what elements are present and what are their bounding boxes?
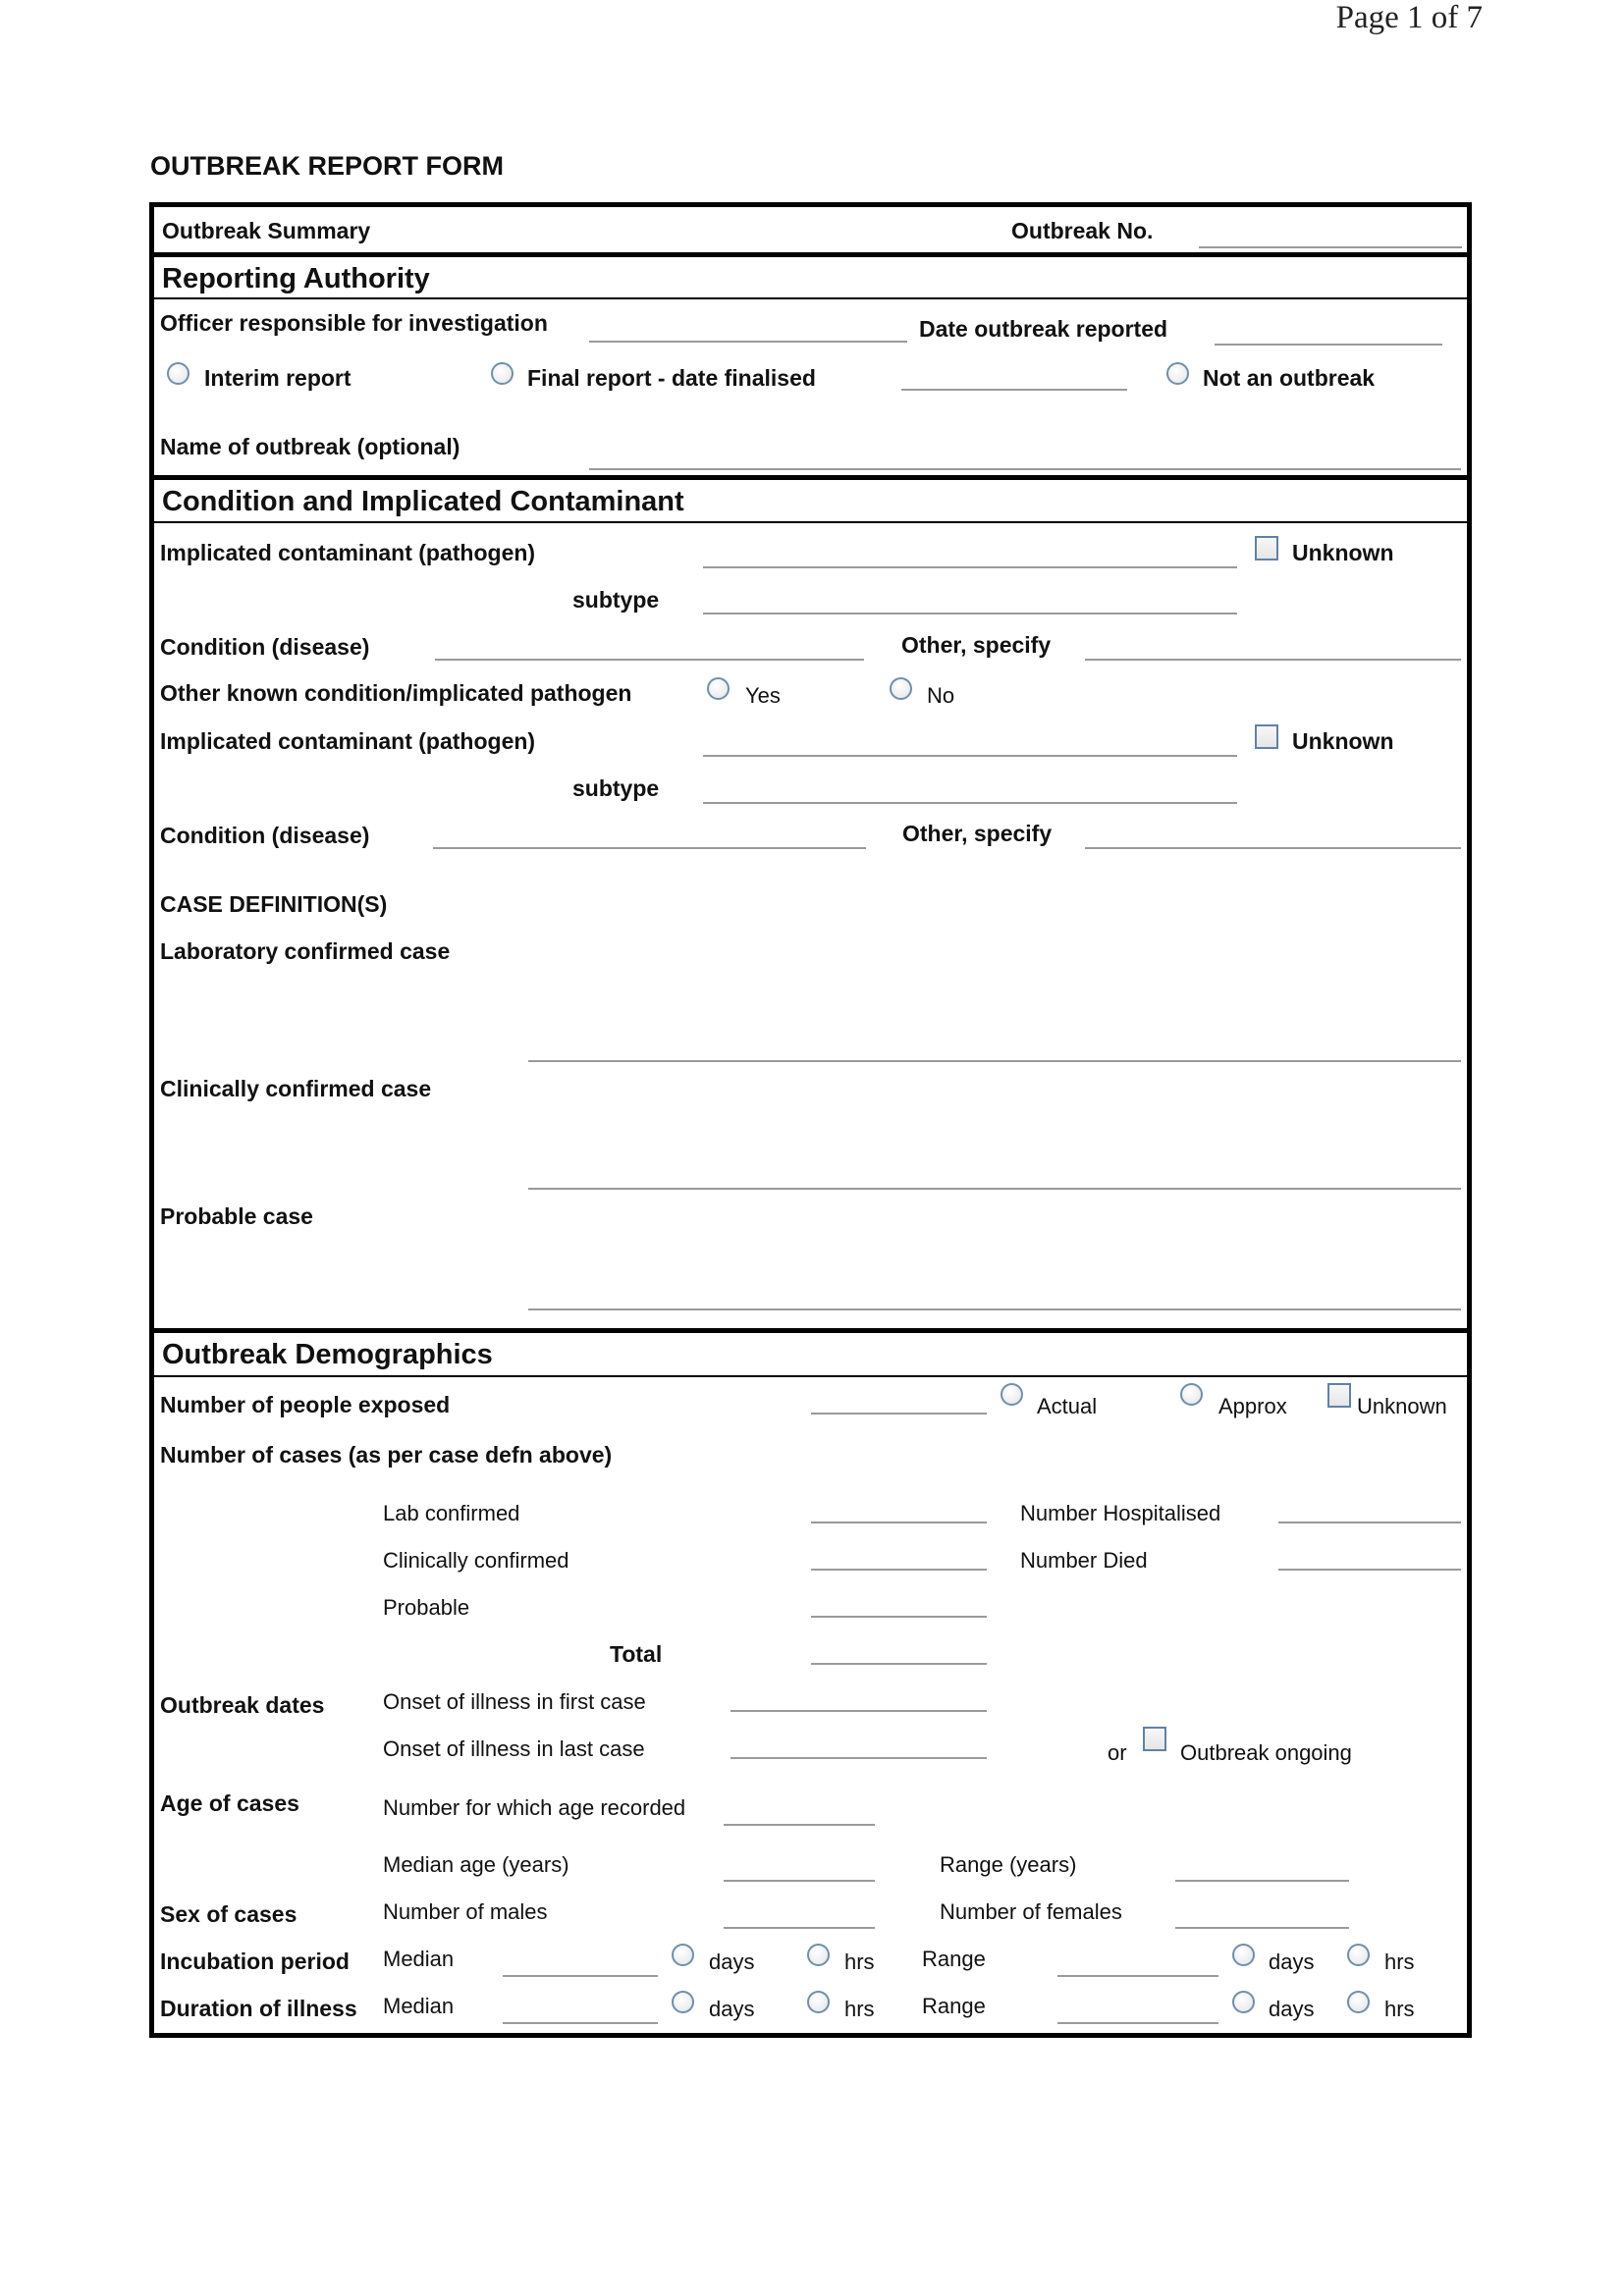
outbreak-ongoing-checkbox[interactable] bbox=[1143, 1727, 1166, 1751]
outbreak-dates-label: Outbreak dates bbox=[160, 1692, 325, 1718]
case-definition-heading: CASE DEFINITION(S) bbox=[160, 891, 388, 917]
interim-report-radio[interactable] bbox=[167, 362, 189, 385]
date-reported-label: Date outbreak reported bbox=[919, 316, 1168, 342]
implicated-contaminant-label: Implicated contaminant (pathogen) bbox=[160, 540, 536, 565]
total-label: Total bbox=[610, 1641, 663, 1667]
hrs-label: hrs bbox=[844, 1949, 875, 1974]
age-of-cases-label: Age of cases bbox=[160, 1790, 299, 1816]
hrs-label: hrs bbox=[1384, 1949, 1415, 1974]
outbreak-no-field[interactable] bbox=[1199, 246, 1462, 248]
people-exposed-field[interactable] bbox=[811, 1413, 987, 1415]
page-number: Page 1 of 7 bbox=[1335, 0, 1483, 35]
median-age-label: Median age (years) bbox=[383, 1852, 569, 1877]
duration-range-field[interactable] bbox=[1057, 2022, 1218, 2024]
other-specify-2-label: Other, specify bbox=[902, 821, 1053, 846]
days-label: days bbox=[1269, 1997, 1315, 2021]
other-known-label: Other known condition/implicated pathogen bbox=[160, 680, 632, 706]
total-field[interactable] bbox=[811, 1663, 987, 1665]
outbreak-name-field[interactable] bbox=[589, 468, 1461, 470]
sex-of-cases-label: Sex of cases bbox=[160, 1901, 298, 1927]
or-label: or bbox=[1108, 1740, 1127, 1765]
males-field[interactable] bbox=[724, 1927, 875, 1929]
implicated-contaminant-field[interactable] bbox=[703, 566, 1237, 568]
date-reported-field[interactable] bbox=[1215, 344, 1442, 346]
section-divider bbox=[149, 1375, 1472, 1377]
duration-median-days-radio[interactable] bbox=[672, 1991, 694, 2013]
other-known-no-radio[interactable] bbox=[890, 677, 912, 700]
date-finalised-field[interactable] bbox=[901, 389, 1127, 391]
outbreak-no-label: Outbreak No. bbox=[1011, 218, 1154, 243]
duration-range-days-radio[interactable] bbox=[1232, 1991, 1255, 2013]
section-divider bbox=[149, 475, 1472, 480]
outbreak-name-label: Name of outbreak (optional) bbox=[160, 434, 460, 459]
age-recorded-field[interactable] bbox=[724, 1824, 875, 1826]
incubation-range-label: Range bbox=[922, 1947, 986, 1971]
unknown-pathogen-label: Unknown bbox=[1292, 540, 1394, 565]
median-age-field[interactable] bbox=[724, 1880, 875, 1882]
unknown-pathogen-2-checkbox[interactable] bbox=[1255, 724, 1278, 749]
interim-report-label: Interim report bbox=[204, 365, 352, 391]
last-case-field[interactable] bbox=[730, 1757, 987, 1759]
exposed-unknown-checkbox[interactable] bbox=[1327, 1383, 1351, 1408]
other-specify-2-field[interactable] bbox=[1085, 847, 1461, 849]
exposed-unknown-label: Unknown bbox=[1357, 1394, 1447, 1418]
section-divider bbox=[149, 252, 1472, 257]
form-title: OUTBREAK REPORT FORM bbox=[150, 151, 504, 181]
incubation-period-label: Incubation period bbox=[160, 1949, 350, 1974]
outbreak-ongoing-label: Outbreak ongoing bbox=[1180, 1740, 1352, 1765]
section-divider bbox=[149, 1328, 1472, 1333]
males-label: Number of males bbox=[383, 1899, 548, 1924]
other-specify-field[interactable] bbox=[1085, 659, 1461, 661]
officer-label: Officer responsible for investigation bbox=[160, 310, 548, 336]
females-field[interactable] bbox=[1175, 1927, 1349, 1929]
final-report-label: Final report - date finalised bbox=[527, 365, 816, 391]
officer-field[interactable] bbox=[589, 341, 907, 343]
incubation-range-days-radio[interactable] bbox=[1232, 1944, 1255, 1966]
actual-label: Actual bbox=[1037, 1394, 1098, 1418]
probable-case-field[interactable] bbox=[528, 1308, 1461, 1310]
no-label: No bbox=[927, 683, 955, 708]
probable-field[interactable] bbox=[811, 1616, 987, 1618]
condition-disease-label: Condition (disease) bbox=[160, 634, 370, 660]
subtype-2-label: subtype bbox=[572, 775, 660, 801]
age-recorded-label: Number for which age recorded bbox=[383, 1795, 686, 1820]
hrs-label: hrs bbox=[1384, 1997, 1415, 2021]
subtype-field[interactable] bbox=[703, 613, 1237, 614]
incubation-median-days-radio[interactable] bbox=[672, 1944, 694, 1966]
died-label: Number Died bbox=[1020, 1548, 1148, 1573]
days-label: days bbox=[709, 1997, 755, 2021]
hospitalised-label: Number Hospitalised bbox=[1020, 1501, 1221, 1525]
section-divider bbox=[149, 521, 1472, 523]
section-divider bbox=[149, 297, 1472, 299]
duration-median-label: Median bbox=[383, 1994, 455, 2018]
lab-confirmed-case-label: Laboratory confirmed case bbox=[160, 938, 451, 964]
range-years-field[interactable] bbox=[1175, 1880, 1349, 1882]
clinically-confirmed-case-label: Clinically confirmed case bbox=[160, 1076, 432, 1101]
reporting-authority-heading: Reporting Authority bbox=[162, 263, 430, 294]
approx-label: Approx bbox=[1218, 1394, 1287, 1418]
days-label: days bbox=[1269, 1949, 1315, 1974]
subtype-label: subtype bbox=[572, 587, 660, 613]
incubation-median-hrs-radio[interactable] bbox=[807, 1944, 830, 1966]
number-of-cases-label: Number of cases (as per case defn above) bbox=[160, 1442, 613, 1468]
incubation-range-hrs-radio[interactable] bbox=[1347, 1944, 1370, 1966]
subtype-2-field[interactable] bbox=[703, 802, 1237, 804]
condition-heading: Condition and Implicated Contaminant bbox=[162, 486, 684, 517]
first-case-field[interactable] bbox=[730, 1710, 987, 1712]
lab-confirmed-field[interactable] bbox=[811, 1522, 987, 1523]
clinically-confirmed-field[interactable] bbox=[811, 1569, 987, 1571]
duration-median-field[interactable] bbox=[503, 2022, 658, 2024]
condition-disease-2-label: Condition (disease) bbox=[160, 823, 370, 848]
clinically-confirmed-label: Clinically confirmed bbox=[383, 1548, 569, 1573]
duration-range-label: Range bbox=[922, 1994, 986, 2018]
duration-median-hrs-radio[interactable] bbox=[807, 1991, 830, 2013]
unknown-pathogen-checkbox[interactable] bbox=[1255, 536, 1278, 561]
final-report-radio[interactable] bbox=[491, 362, 514, 385]
clinically-confirmed-case-field[interactable] bbox=[528, 1188, 1461, 1190]
incubation-range-field[interactable] bbox=[1057, 1975, 1218, 1977]
lab-confirmed-label: Lab confirmed bbox=[383, 1501, 520, 1525]
probable-case-label: Probable case bbox=[160, 1203, 313, 1229]
hrs-label: hrs bbox=[844, 1997, 875, 2021]
incubation-median-label: Median bbox=[383, 1947, 455, 1971]
died-field[interactable] bbox=[1278, 1569, 1461, 1571]
condition-disease-field[interactable] bbox=[435, 659, 864, 661]
yes-label: Yes bbox=[745, 683, 781, 708]
incubation-median-field[interactable] bbox=[503, 1975, 658, 1977]
days-label: days bbox=[709, 1949, 755, 1974]
lab-confirmed-case-field[interactable] bbox=[528, 1060, 1461, 1062]
other-specify-label: Other, specify bbox=[901, 632, 1052, 658]
condition-disease-2-field[interactable] bbox=[433, 847, 866, 849]
other-known-yes-radio[interactable] bbox=[707, 677, 730, 700]
outbreak-summary-label: Outbreak Summary bbox=[162, 218, 371, 243]
unknown-pathogen-2-label: Unknown bbox=[1292, 728, 1394, 754]
range-years-label: Range (years) bbox=[940, 1852, 1077, 1877]
not-outbreak-label: Not an outbreak bbox=[1203, 365, 1376, 391]
not-outbreak-radio[interactable] bbox=[1166, 362, 1189, 385]
duration-of-illness-label: Duration of illness bbox=[160, 1996, 357, 2021]
hospitalised-field[interactable] bbox=[1278, 1522, 1461, 1523]
people-exposed-label: Number of people exposed bbox=[160, 1392, 451, 1417]
implicated-contaminant-2-field[interactable] bbox=[703, 755, 1237, 757]
last-case-label: Onset of illness in last case bbox=[383, 1736, 645, 1761]
first-case-label: Onset of illness in first case bbox=[383, 1689, 646, 1714]
duration-range-hrs-radio[interactable] bbox=[1347, 1991, 1370, 2013]
implicated-contaminant-2-label: Implicated contaminant (pathogen) bbox=[160, 728, 536, 754]
probable-label: Probable bbox=[383, 1595, 470, 1620]
females-label: Number of females bbox=[940, 1899, 1122, 1924]
demographics-heading: Outbreak Demographics bbox=[162, 1339, 493, 1370]
approx-radio[interactable] bbox=[1180, 1383, 1203, 1406]
actual-radio[interactable] bbox=[1001, 1383, 1023, 1406]
